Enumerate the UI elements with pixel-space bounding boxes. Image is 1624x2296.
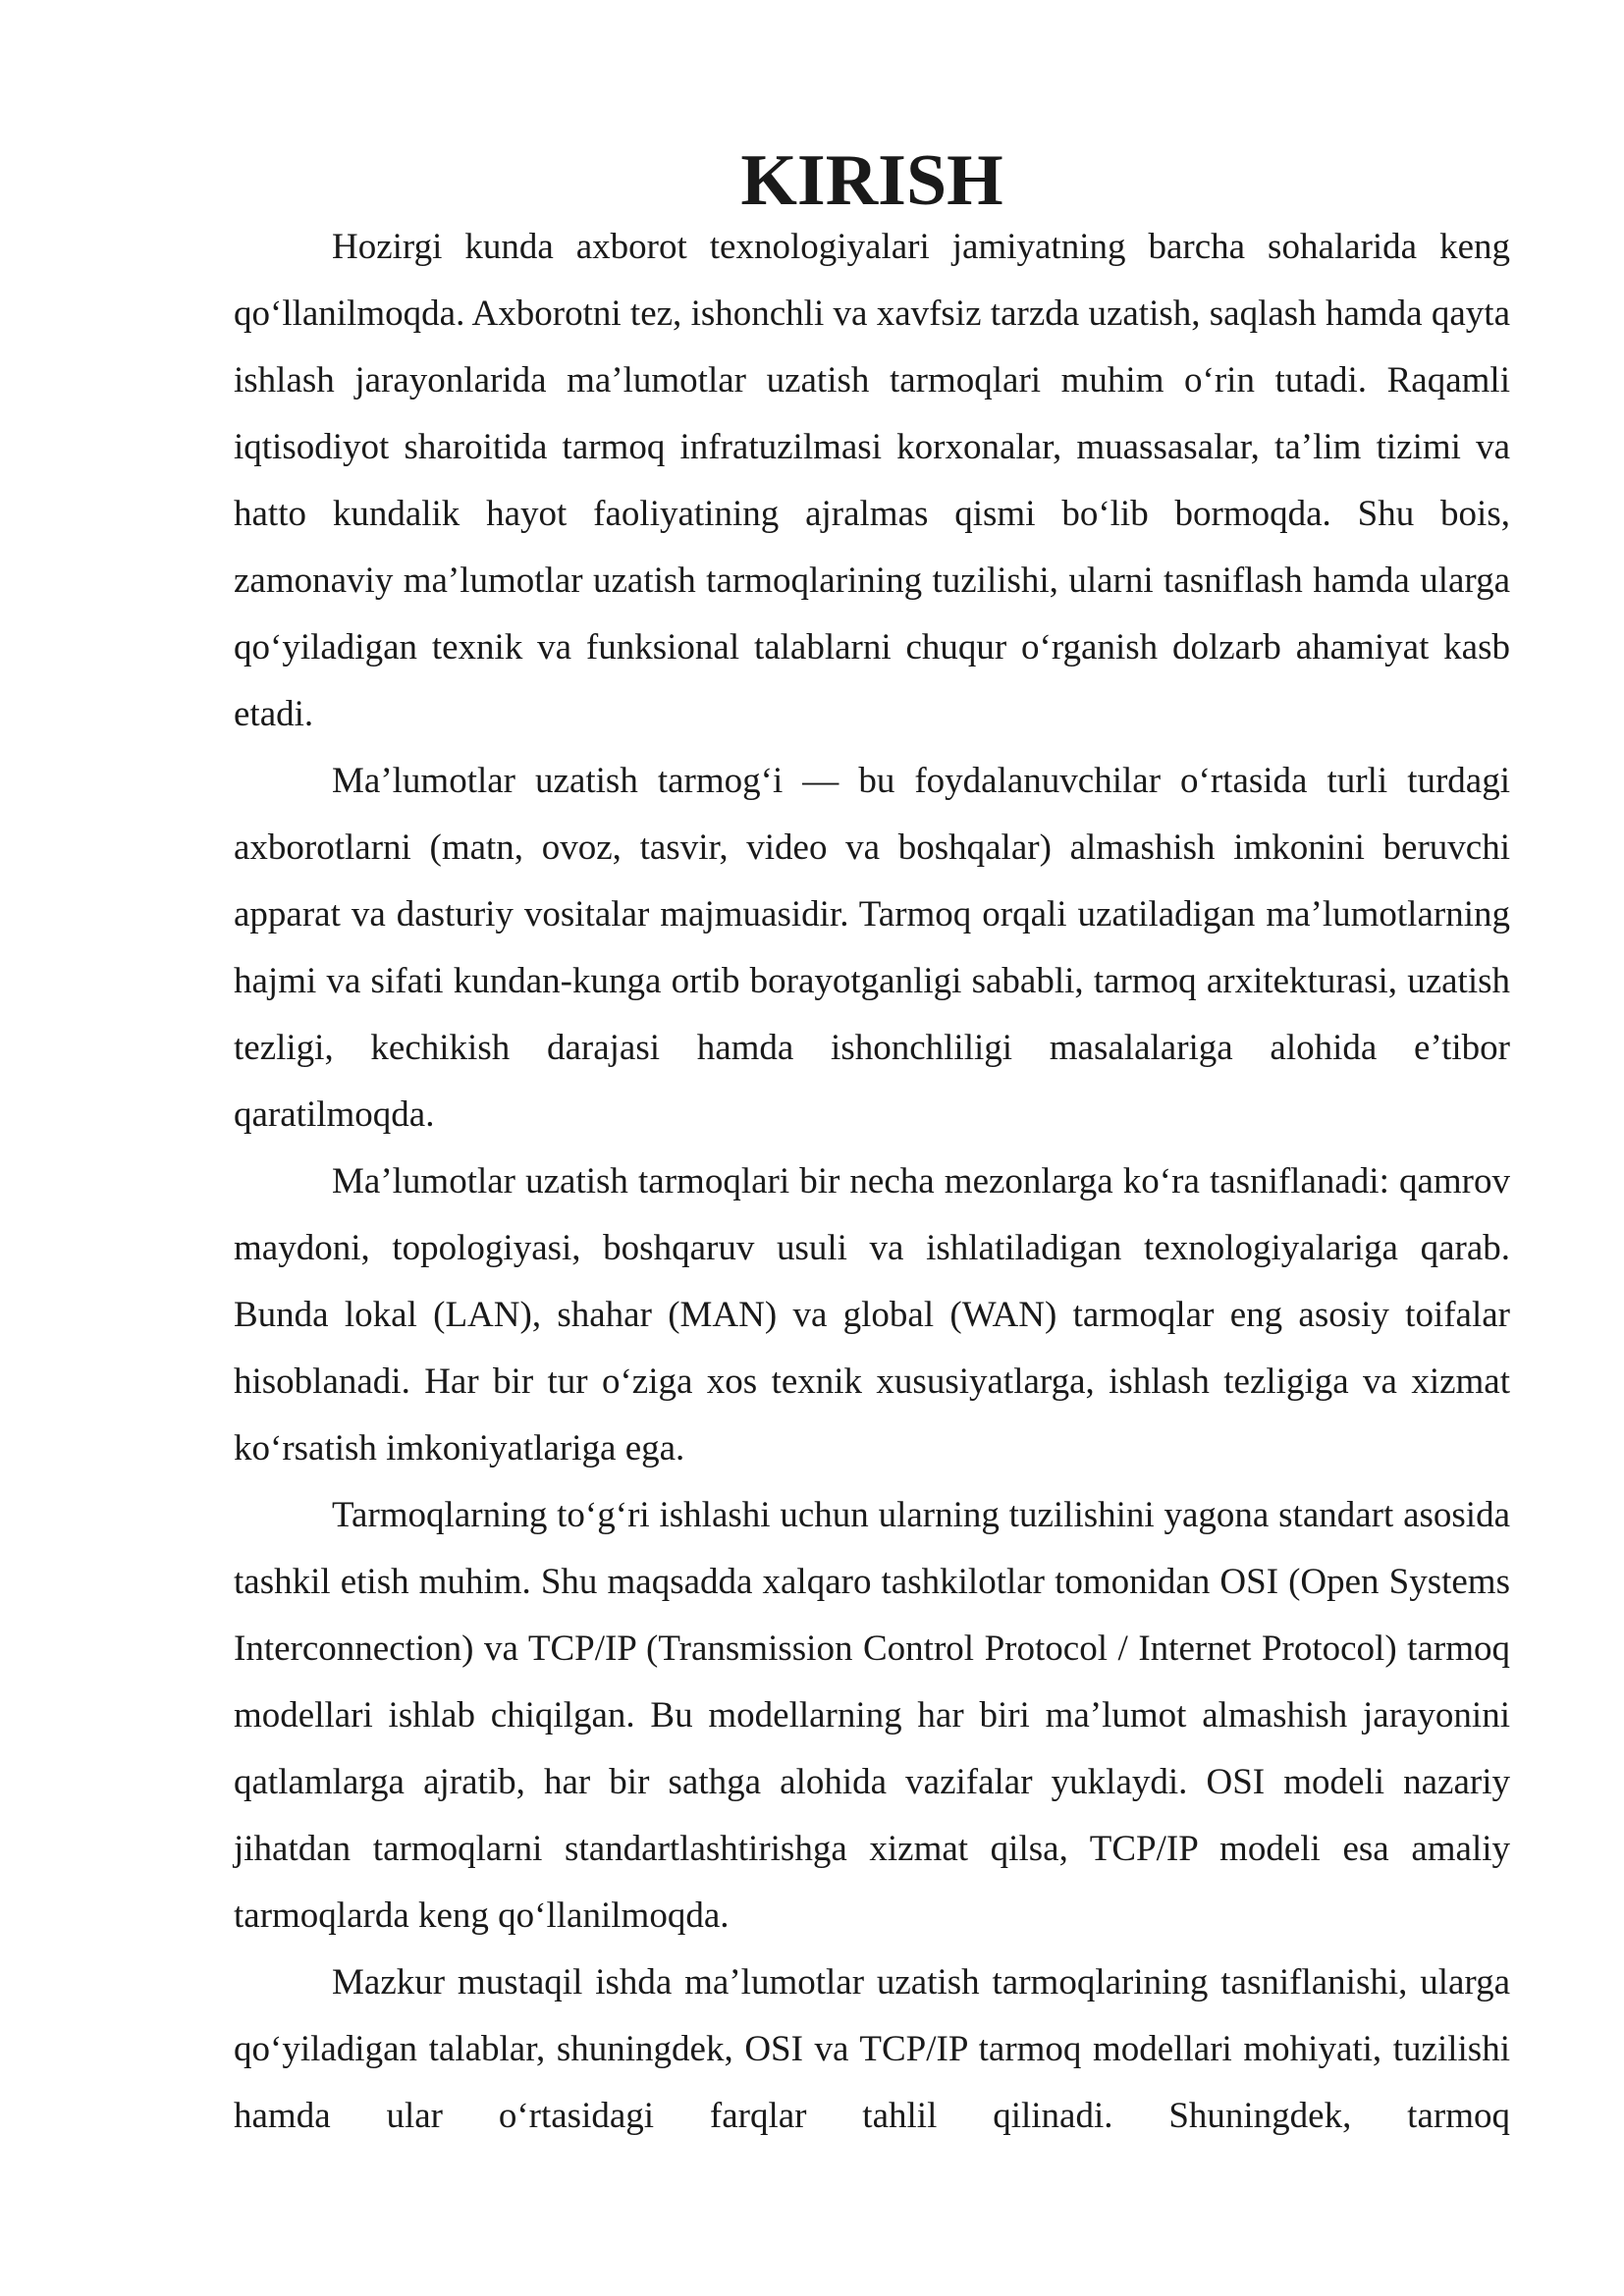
paragraph-network-definition: Ma’lumotlar uzatish tarmog‘i — bu foydalanuvchilar o‘rtasida turli turdagi axborotlarni (matn, ovoz, tasvir, video va boshqalar) almashish imkonini beruvchi apparat va dasturiy vositalar majmuasidir. Tarmoq orqali uzatiladigan ma’lumotlarning hajmi va sifati kundan-kunga ortib borayotganligi sababli, tarmoq arxitekturasi, uzatish tezligi, kechikish darajasi hamda ishonchliligi masalalariga alohida e’tibor qaratilmoqda. bbox=[234, 761, 1510, 1135]
paragraph-intro: Hozirgi kunda axborot texnologiyalari jamiyatning barcha sohalarida keng qo‘llanilmoqda. Axborotni tez, ishonchli va xavfsiz tarzda uzatish, saqlash hamda qayta ishlash jarayonlarida ma’lumotlar uzatish tarmoqlari muhim o‘rin tutadi. Raqamli iqtisodiyot sharoitida tarmoq infratuzilmasi korxonalar, muassasalar, ta’lim tizimi va hatto kundalik hayot faoliyatining ajralmas qismi bo‘lib bormoqda. Shu bois, zamonaviy ma’lumotlar uzatish tarmoqlarining tuzilishi, ularni tasniflash hamda ularga qo‘yiladigan texnik va funksional talablarni chuqur o‘rganish dolzarb ahamiyat kasb etadi. bbox=[234, 227, 1510, 734]
paragraph-models: Tarmoqlarning to‘g‘ri ishlashi uchun ularning tuzilishini yagona standart asosida tashkil etish muhim. Shu maqsadda xalqaro tashkilotlar tomonidan OSI (Open Systems Interconnection) va TCP/IP (Transmission Control Protocol / Internet Protocol) tarmoq modellari ishlab chiqilgan. Bu modellarning har biri ma’lumot almashish jarayonini qatlamlarga ajratib, har bir sathga alohida vazifalar yuklaydi. OSI modeli nazariy jihatdan tarmoqlarni standartlashtirishga xizmat qilsa, TCP/IP modeli esa amaliy tarmoqlarda keng qo‘llanilmoqda. bbox=[234, 1495, 1510, 1936]
document-title: KIRISH bbox=[740, 140, 1003, 221]
document-body bbox=[234, 140, 1510, 2150]
paragraph-classification: Ma’lumotlar uzatish tarmoqlari bir necha mezonlarga ko‘ra tasniflanadi: qamrov maydoni, topologiyasi, boshqaruv usuli va ishlatiladigan texnologiyalariga qarab. Bunda lokal (LAN), shahar (MAN) va global (WAN) tarmoqlar eng asosiy toifalar hisoblanadi. Har bir tur o‘ziga xos texnik xususiyatlarga, ishlash tezligiga va xizmat ko‘rsatish imkoniyatlariga ega. bbox=[234, 1161, 1510, 1468]
paragraph-scope: Mazkur mustaqil ishda ma’lumotlar uzatish tarmoqlarining tasniflanishi, ularga qo‘yiladigan talablar, shuningdek, OSI va TCP/IP tarmoq modellari mohiyati, tuzilishi hamda ular o‘rtasidagi farqlar tahlil qilinadi. Shuningdek, tarmoq bbox=[234, 1962, 1510, 2136]
